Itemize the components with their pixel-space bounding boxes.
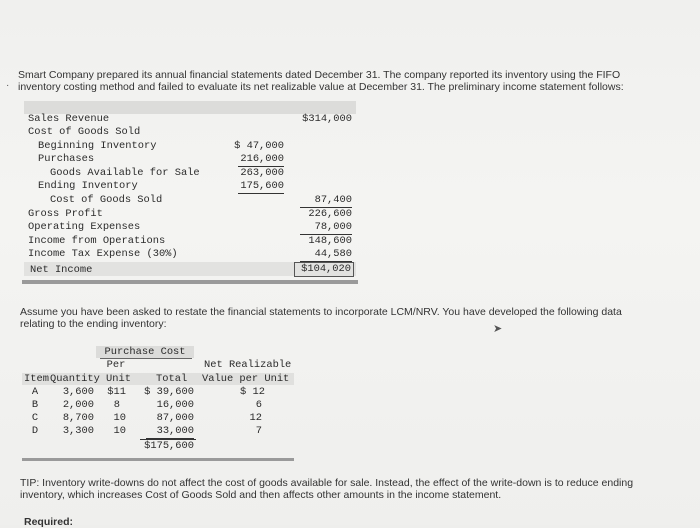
is-value-net-income: $104,020	[294, 262, 354, 277]
is-value-sales-revenue: $314,000	[302, 113, 352, 125]
is-label-goods-available: Goods Available for Sale	[50, 167, 200, 179]
inventory-bottom-bar	[22, 458, 294, 461]
inventory-item: D	[31, 425, 39, 437]
is-value-purchases: 216,000	[238, 153, 284, 167]
is-value-beginning-inventory: $ 47,000	[234, 140, 284, 152]
inventory-quantity: 2,000	[62, 399, 94, 411]
tip-line-2: inventory, which increases Cost of Goods Sold and then affects other amounts in the income statement.	[20, 489, 502, 501]
required-heading: Required:	[24, 516, 74, 528]
grand-total-rule	[140, 439, 196, 440]
assume-line-1: Assume you have been asked to restate the financial statements to incorporate LCM/NRV. You have developed the following data	[20, 306, 622, 318]
inventory-header-nrv-2: Value per Unit	[202, 373, 290, 385]
is-label-gross-profit: Gross Profit	[28, 208, 103, 220]
assume-line-2: relating to the ending inventory:	[20, 318, 167, 330]
is-value-income-from-operations: 148,600	[308, 235, 352, 247]
is-label-sales-revenue: Sales Revenue	[28, 113, 110, 125]
is-label-ending-inventory: Ending Inventory	[38, 180, 138, 192]
inventory-header-quantity: Quantity	[50, 373, 100, 385]
inventory-nrv: 7	[255, 425, 262, 437]
inventory-total: 33,000	[146, 425, 194, 439]
is-label-beginning-inventory: Beginning Inventory	[38, 140, 157, 152]
is-value-income-tax: 44,580	[300, 248, 352, 262]
inventory-nrv: $ 12	[240, 386, 265, 398]
intro-line-1: Smart Company prepared its annual financial statements dated December 31. The company reported its inventory using the FIFO	[18, 69, 621, 81]
inventory-total: 87,000	[156, 412, 194, 424]
inventory-nrv: 12	[249, 412, 262, 424]
income-statement-bottom-bar	[22, 280, 358, 284]
tip-line-1: TIP: Inventory write-downs do not affect the cost of goods available for sale. Instead, the effect of the write-down is to reduce ending	[20, 477, 634, 489]
inventory-quantity: 3,300	[62, 425, 94, 437]
is-label-cogs: Cost of Goods Sold	[50, 194, 163, 206]
inventory-quantity: 3,600	[62, 386, 94, 398]
is-value-goods-available: 263,000	[240, 167, 284, 179]
inventory-header-nrv-1: Net Realizable	[204, 359, 292, 371]
bullet-marker: ·	[6, 80, 10, 91]
intro-line-2: inventory costing method and failed to evaluate its net realizable value at December 31. The preliminary income statement follows:	[18, 81, 624, 93]
inventory-unit-cost: 8	[113, 399, 120, 411]
is-label-income-tax: Income Tax Expense (30%)	[28, 248, 178, 260]
inventory-quantity: 8,700	[62, 412, 94, 424]
inventory-grand-total: $175,600	[144, 440, 194, 452]
inventory-header-unit: Unit	[106, 373, 131, 385]
is-label-purchases: Purchases	[38, 153, 95, 165]
inventory-total: 16,000	[156, 399, 194, 411]
is-value-cogs: 87,400	[300, 194, 352, 208]
inventory-unit-cost: 10	[113, 425, 126, 437]
inventory-header-per: Per	[106, 359, 126, 371]
inventory-header-item: Item	[24, 373, 49, 385]
inventory-item: B	[31, 399, 39, 411]
mouse-cursor-icon: ➤	[493, 323, 503, 335]
is-label-income-from-operations: Income from Operations	[28, 235, 166, 247]
is-value-ending-inventory: 175,600	[238, 180, 284, 194]
inventory-total: $ 39,600	[144, 386, 194, 398]
inventory-item: A	[31, 386, 39, 398]
is-value-gross-profit: 226,600	[308, 208, 352, 220]
inventory-unit-cost: 10	[113, 412, 126, 424]
is-label-net-income: Net Income	[30, 264, 93, 276]
inventory-unit-cost: $11	[107, 386, 126, 398]
is-label-operating-expenses: Operating Expenses	[28, 221, 141, 233]
inventory-header-purchase-cost: Purchase Cost	[104, 346, 186, 358]
inventory-item: C	[31, 412, 39, 424]
is-value-operating-expenses: 78,000	[300, 221, 352, 235]
is-label-cogs-header: Cost of Goods Sold	[28, 126, 141, 138]
inventory-header-total: Total	[156, 373, 188, 385]
inventory-nrv: 6	[255, 399, 262, 411]
